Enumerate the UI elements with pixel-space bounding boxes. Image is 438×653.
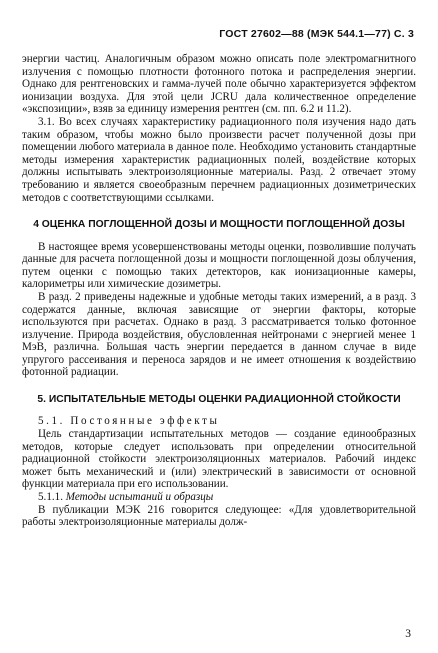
subsection-5-1-1-name: Методы испытаний и образцы	[65, 491, 214, 504]
paragraph-methods-intro: В настоящее время усовершенствованы методы оценки, позволившие получать данные для расчета поглощенной дозы и мощности поглощенной дозы облучения, путем оценки с помощью таких детекторов, как ионизационные камеры, калориметры или химические дозиметры.	[22, 240, 416, 291]
subsection-5-1-title: 5.1. Постоянные эффекты	[38, 415, 220, 428]
subsection-5-1-1-number: 5.1.1.	[38, 491, 63, 504]
page-number: 3	[405, 628, 411, 640]
section-heading-4: 4 ОЦЕНКА ПОГЛОЩЕННОЙ ДОЗЫ И МОЩНОСТИ ПОГЛОЩЕННОЙ ДОЗЫ	[33, 219, 405, 231]
running-header: ГОСТ 27602—88 (МЭК 544.1—77) С. 3	[219, 28, 414, 40]
body-text	[22, 53, 416, 529]
section-heading-5: 5. ИСПЫТАТЕЛЬНЫЕ МЕТОДЫ ОЦЕНКИ РАДИАЦИОННОЙ СТОЙКОСТИ	[37, 394, 401, 406]
paragraph-sections-2-3: В разд. 2 приведены надежные и удобные методы таких измерений, а в разд. 3 содержатся данные, включая зависящие от энергии факторы, которые используются при расчетах. Однако в разд. 3 рассматривается только фотонное излучение. Природа воздействия, обусловленная нейтронами с энергией менее 1 МэВ, различна. Большая часть энергии передается в данном случае в виде упругого рассеивания и переноса зарядов и не имеет отношения к воздействию фотонной радиации.	[22, 290, 416, 379]
paragraph-standardization-goal: Цель стандартизации испытательных методов — создание единообразных методов, которые следует использовать при определении относительной радиационной стойкости электроизоляционных материалов. Рабочий индекс может быть механический и (или) электрический в зависимости от основной функции материала при его использовании.	[22, 428, 416, 491]
paragraph-iec-216: В публикации МЭК 216 говорится следующее: «Для удовлетворительной работы электроизоляционные материалы долж-	[22, 503, 416, 529]
subsection-5-1-1-title	[22, 491, 416, 504]
paragraph-3-1: 3.1. Во всех случаях характеристику радиационного поля изучения надо дать таким образом, чтобы можно было произвести расчет полученной дозы при помещении любого материала в данное поле. Необходимо установить стандартные методы измерения характеристик радиационных полей, воздействие которых должны испытывать электроизоляционные материалы. Разд. 2 отвечает этому требованию и является своеобразным перечнем радиационных дозиметрических методов с соответствующими ссылками.	[22, 115, 416, 204]
paragraph-continuation: энергии частиц. Аналогичным образом можно описать поле электромагнитного излучения с помощью плотности фотонного потока и распределения энергии. Однако для рентгеновских и гамма-лучей поле обычно характеризуется эффектом ионизации воздуха. Для этой цели JCRU дала количественное определение «экспозиции», взяв за единицу измерения рентген (см. пп. 6.2 и 11.2).	[22, 53, 416, 116]
